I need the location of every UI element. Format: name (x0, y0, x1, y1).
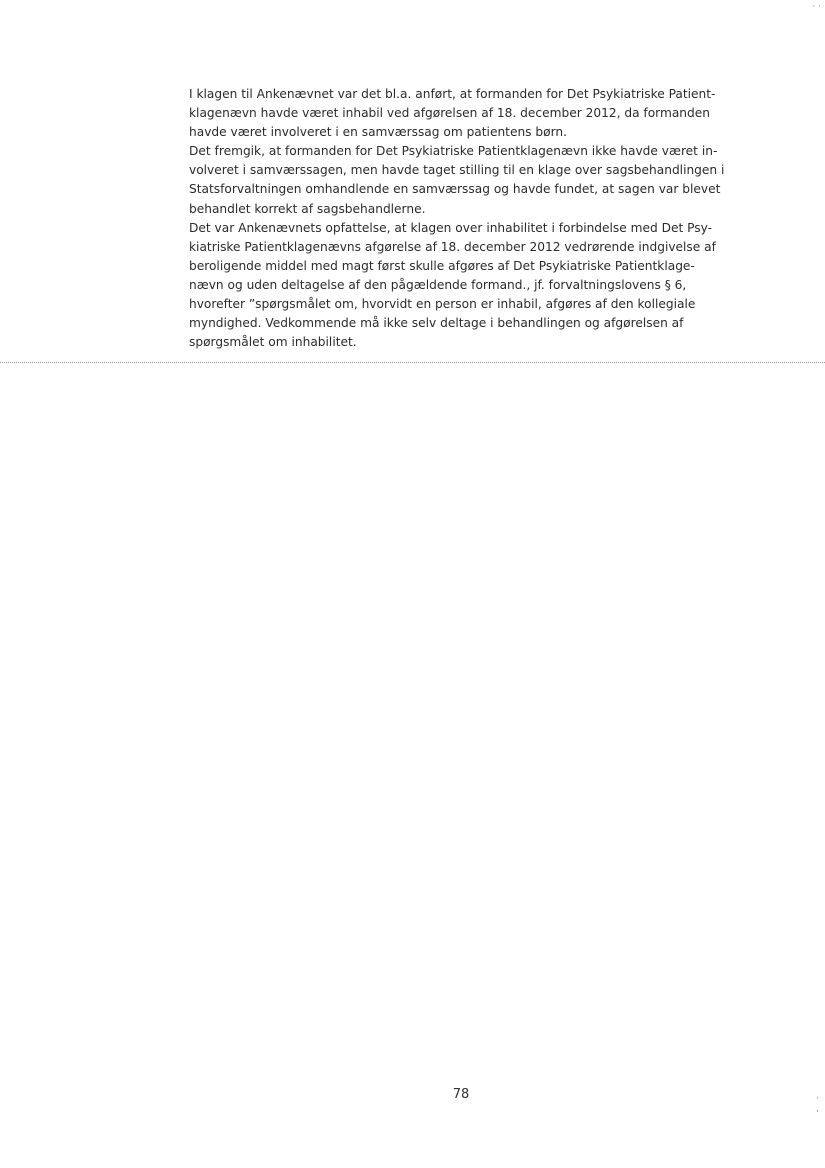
text-line: klagenævn havde været inhabil ved afgørelsen af 18. december 2012, da formanden (189, 106, 710, 121)
body-text (189, 85, 749, 352)
scan-artifact-mark: , (816, 1104, 819, 1114)
text-line: volveret i samværssagen, men havde taget stilling til en klage over sagsbehandlingen i (189, 163, 725, 178)
text-line: Det fremgik, at formanden for Det Psykiatriske Patientklagenævn ikke havde været in- (189, 144, 718, 159)
text-line: behandlet korrekt af sagsbehandlerne. (189, 201, 426, 216)
text-line: havde været involveret i en samværssag om patientens børn. (189, 125, 567, 140)
page-number: 78 (452, 1087, 470, 1102)
text-line: Statsforvaltningen omhandlende en samværssag og havde fundet, at sagen var blevet (189, 182, 721, 197)
text-line: kiatriske Patientklagenævns afgørelse af 18. december 2012 vedrørende indgivelse af (189, 239, 716, 254)
text-line: beroligende middel med magt først skulle afgøres af Det Psykiatriske Patientklage- (189, 258, 695, 273)
text-line: myndighed. Vedkommende må ikke selv deltage i behandlingen og afgørelsen af (189, 316, 684, 331)
text-line: nævn og uden deltagelse af den pågældende formand., jf. forvaltningslovens § 6, (189, 277, 687, 292)
section-divider (0, 362, 825, 363)
text-line: hvorefter ”spørgsmålet om, hvorvidt en person er inhabil, afgøres af den kollegiale (189, 297, 696, 312)
scan-artifact-mark: · · (812, 2, 821, 12)
scan-artifact-mark: · (816, 1094, 819, 1104)
text-line: I klagen til Ankenævnet var det bl.a. anført, at formanden for Det Psykiatriske Patient- (189, 87, 716, 101)
text-line: Det var Ankenævnets opfattelse, at klagen over inhabilitet i forbindelse med Det Psy- (189, 220, 713, 235)
text-line: spørgsmålet om inhabilitet. (189, 335, 357, 350)
